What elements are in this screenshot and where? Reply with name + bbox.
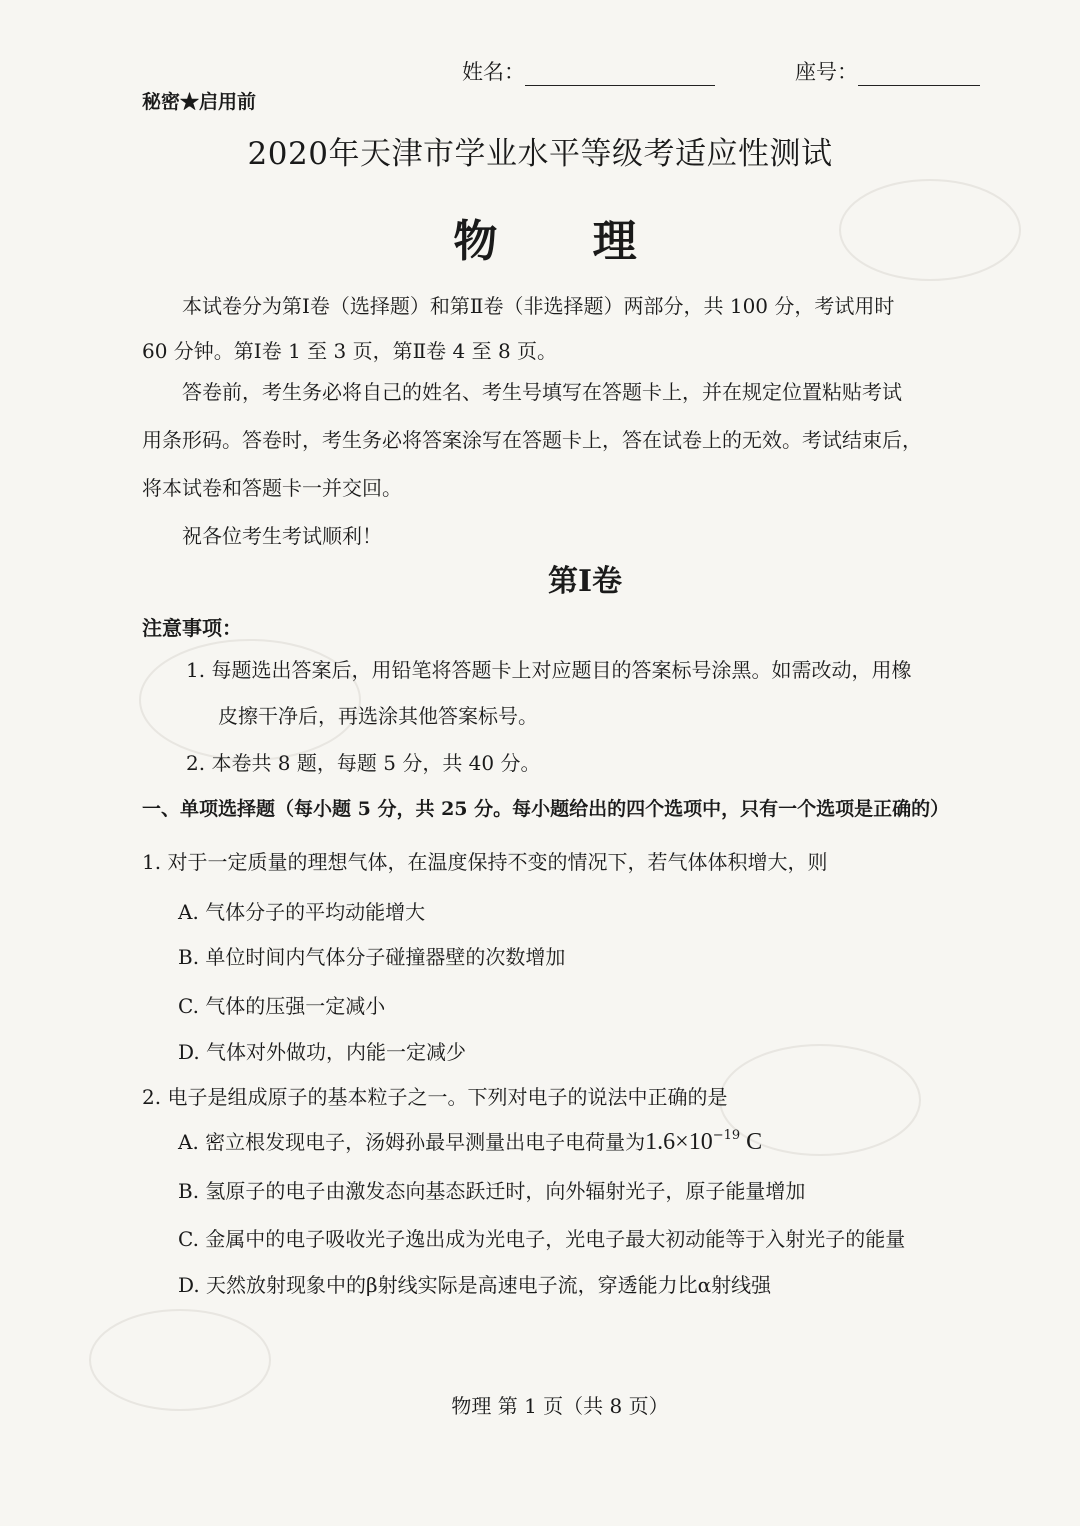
q1-option-b: B. 单位时间内气体分子碰撞器壁的次数增加 xyxy=(178,945,566,969)
intro-line-6: 祝各位考生考试顺利！ xyxy=(182,524,382,548)
intro-line-3: 答卷前，考生务必将自己的姓名、考生号填写在答题卡上，并在规定位置粘贴考试 xyxy=(182,380,902,404)
page-footer: 物理 第 1 页（共 8 页） xyxy=(451,1394,669,1418)
q1-option-c: C. 气体的压强一定减小 xyxy=(178,994,386,1018)
name-field[interactable] xyxy=(462,56,715,86)
q2-option-a xyxy=(178,1128,762,1160)
intro-line-4: 用条形码。答卷时，考生务必将答案涂写在答题卡上，答在试卷上的无效。考试结束后， xyxy=(142,428,922,452)
q1-option-d: D. 气体对外做功，内能一定减少 xyxy=(178,1040,467,1064)
section-title: 第Ⅰ卷 xyxy=(547,564,623,599)
exam-title: 2020年天津市学业水平等级考适应性测试 xyxy=(247,136,833,172)
name-label: 姓名： xyxy=(462,60,525,84)
note-1a: 1. 每题选出答案后，用铅笔将答题卡上对应题目的答案标号涂黑。如需改动，用橡 xyxy=(186,658,912,682)
note-2: 2. 本卷共 8 题，每题 5 分，共 40 分。 xyxy=(186,751,541,775)
intro-line-5: 将本试卷和答题卡一并交回。 xyxy=(142,476,402,500)
q1-option-a: A. 气体分子的平均动能增大 xyxy=(178,900,426,924)
intro-line-2: 60 分钟。第Ⅰ卷 1 至 3 页，第Ⅱ卷 4 至 8 页。 xyxy=(142,339,558,363)
seat-blank[interactable] xyxy=(858,63,980,86)
q2-option-d: D. 天然放射现象中的β射线实际是高速电子流，穿透能力比α射线强 xyxy=(178,1273,772,1297)
q2-option-a-value: 1.6×10 xyxy=(645,1129,713,1155)
note-1b: 皮擦干净后，再选涂其他答案标号。 xyxy=(218,704,538,728)
q2-stem: 2. 电子是组成原子的基本粒子之一。下列对电子的说法中正确的是 xyxy=(142,1085,728,1109)
seat-field[interactable] xyxy=(795,56,980,86)
q1-stem: 1. 对于一定质量的理想气体，在温度保持不变的情况下，若气体体积增大，则 xyxy=(142,850,828,874)
part1-title: 一、单项选择题（每小题 5 分，共 25 分。每小题给出的四个选项中，只有一个选项是正确的） xyxy=(142,798,950,820)
subject-title: 物 理 xyxy=(453,216,677,267)
q2-option-a-unit: C xyxy=(740,1129,763,1155)
q2-option-c: C. 金属中的电子吸收光子逸出成为光电子，光电子最大初动能等于入射光子的能量 xyxy=(178,1227,906,1251)
q2-option-a-exponent: −19 xyxy=(712,1128,741,1143)
seat-label: 座号： xyxy=(795,60,858,84)
q2-option-b: B. 氢原子的电子由激发态向基态跃迁时，向外辐射光子，原子能量增加 xyxy=(178,1179,806,1203)
q2-option-a-text: A. 密立根发现电子，汤姆孙最早测量出电子电荷量为 xyxy=(178,1130,646,1154)
secret-mark: 秘密★启用前 xyxy=(142,91,257,113)
name-blank[interactable] xyxy=(525,63,715,86)
notes-label: 注意事项： xyxy=(142,616,242,640)
intro-line-1: 本试卷分为第Ⅰ卷（选择题）和第Ⅱ卷（非选择题）两部分，共 100 分，考试用时 xyxy=(182,294,895,318)
